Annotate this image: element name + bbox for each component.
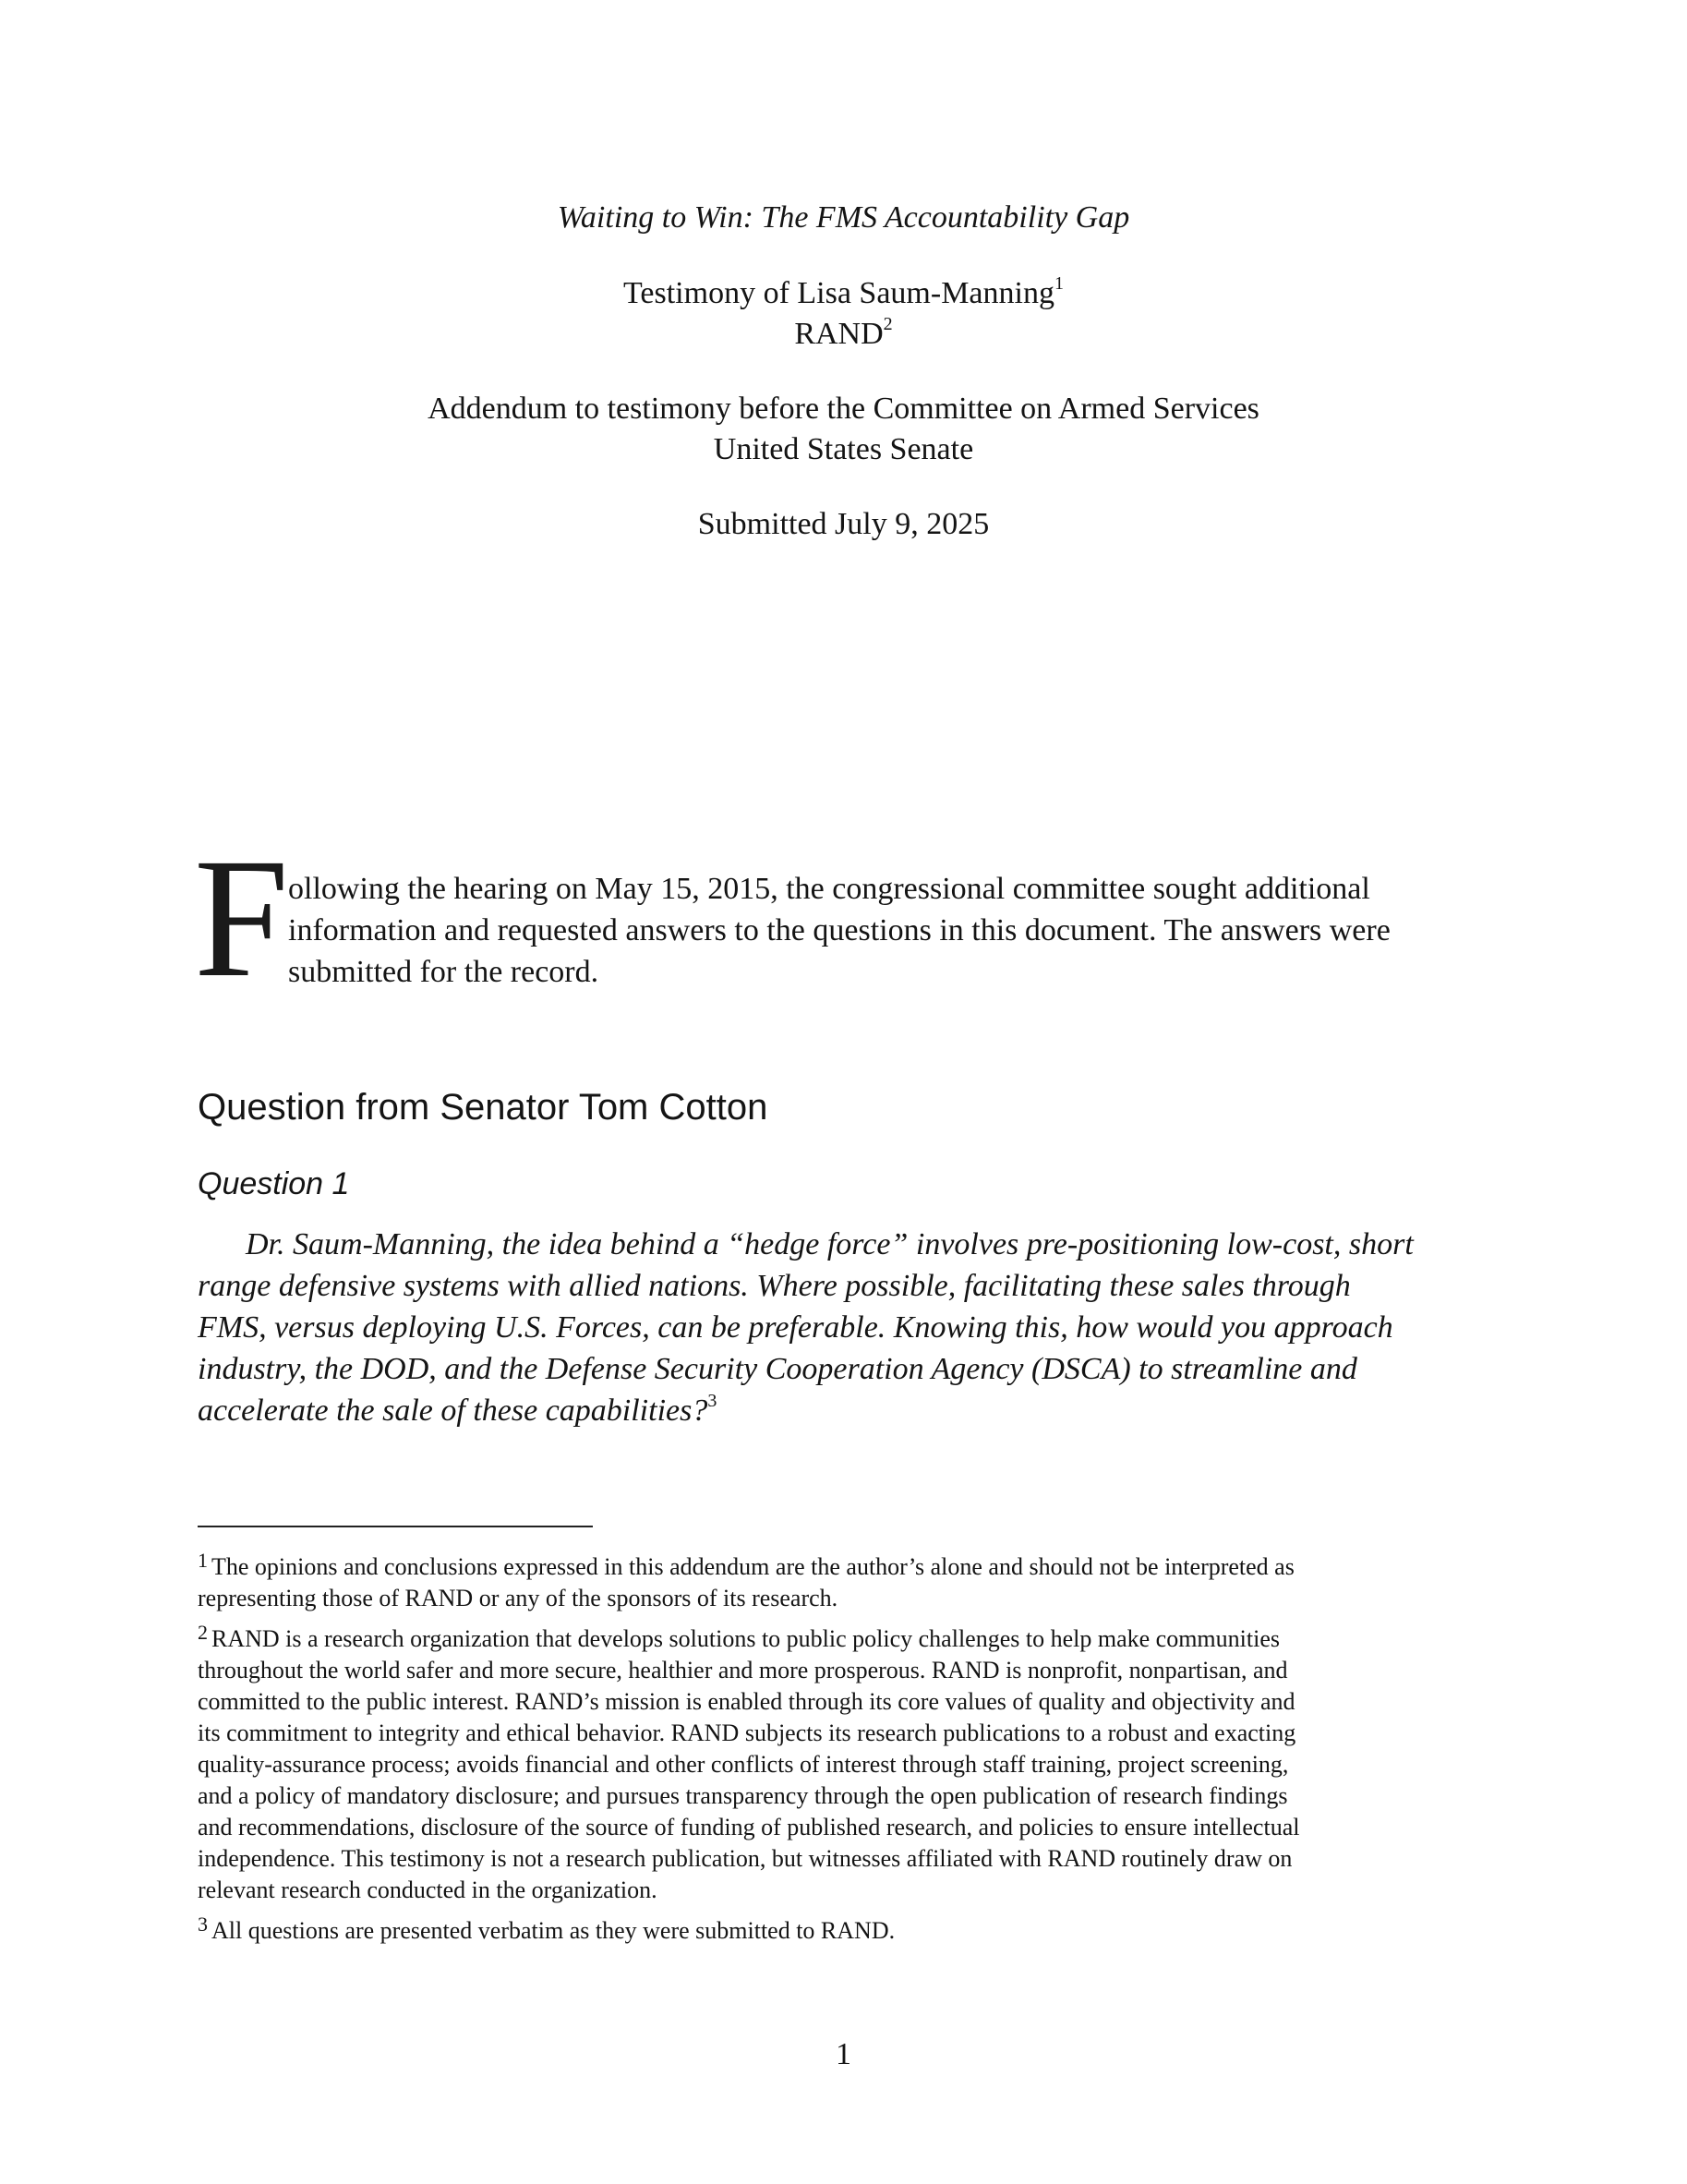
organization-line [0,314,1687,355]
testimony-author: Testimony of Lisa Saum-Manning [623,276,1054,310]
footnote-ref-2[interactable]: 2 [883,313,893,334]
footnote-line: and a policy of mandatory disclosure; and pursues transparency through the open publication of research findings [198,1782,1288,1809]
footnote-1 [198,1551,1490,1614]
footnote-line: representing those of RAND or any of the sponsors of its research. [198,1585,838,1611]
question-line: range defensive systems with allied nations. Where possible, facilitating these sales through [198,1269,1351,1303]
testimony-line [0,273,1687,314]
footnote-line: quality-assurance process; avoids financial and other conflicts of interest through staff training, project screening, [198,1751,1289,1778]
question-line: FMS, versus deploying U.S. Forces, can be preferable. Knowing this, how would you approach [198,1310,1393,1345]
question-line-text: accelerate the sale of these capabilities? [198,1394,708,1428]
question-subheading: Question 1 [198,1166,350,1201]
footnote-2 [198,1623,1490,1906]
document-title [0,198,1687,238]
footnote-line: and recommendations, disclosure of the source of funding of published research, and policies to ensure intellectual [198,1814,1300,1840]
footnote-separator [198,1526,593,1527]
footnote-line: independence. This testimony is not a research publication, but witnesses affiliated with RAND routinely draw on [198,1845,1293,1872]
footnote-line: its commitment to integrity and ethical behavior. RAND subjects its research publications to a robust and exacting [198,1719,1296,1746]
footnote-mark: 3 [198,1913,208,1936]
intro-paragraph [288,868,1391,993]
footnote-line: The opinions and conclusions expressed in this addendum are the author’s alone and should not be interpreted as [211,1553,1295,1580]
footnotes [198,1551,1490,1956]
document-title-text: Waiting to Win: The FMS Accountability Gap [557,200,1130,235]
footnote-line: All questions are presented verbatim as they were submitted to RAND. [211,1917,896,1944]
footnote-line: relevant research conducted in the organization. [198,1876,657,1903]
addendum-text-2: United States Senate [713,432,974,466]
footnote-ref-1[interactable]: 1 [1054,272,1064,294]
question-line: Dr. Saum-Manning, the idea behind a “hedge force” involves pre-positioning low-cost, short [246,1227,1414,1261]
addendum-line-1 [0,389,1687,429]
intro-line: ollowing the hearing on May 15, 2015, the congressional committee sought additional [288,872,1370,906]
intro-line: information and requested answers to the questions in this document. The answers were [288,913,1391,947]
question-line-last [198,1390,1414,1431]
addendum-text-1: Addendum to testimony before the Committee on Armed Services [428,392,1259,426]
footnote-line: committed to the public interest. RAND’s mission is enabled through its core values of quality and objectivity and [198,1688,1295,1715]
intro-line: submitted for the record. [288,955,599,989]
footnote-line: throughout the world safer and more secure, healthier and more prosperous. RAND is nonprofit, nonpartisan, and [198,1657,1288,1683]
footnote-ref-3[interactable]: 3 [707,1390,717,1411]
drop-cap: F [194,824,289,1013]
submitted-date [0,504,1687,545]
footnote-mark: 2 [198,1621,208,1644]
footnote-mark: 1 [198,1549,208,1572]
organization-name: RAND [794,317,884,351]
submitted-date-text: Submitted July 9, 2025 [697,507,990,541]
question-line: industry, the DOD, and the Defense Security Cooperation Agency (DSCA) to streamline and [198,1352,1357,1386]
section-heading: Question from Senator Tom Cotton [198,1087,768,1128]
footnote-3 [198,1915,1490,1947]
question-text [198,1224,1414,1431]
page-number: 1 [836,2037,851,2071]
footnote-line: RAND is a research organization that develops solutions to public policy challenges to help make communities [211,1625,1280,1652]
addendum-line-2 [0,429,1687,470]
